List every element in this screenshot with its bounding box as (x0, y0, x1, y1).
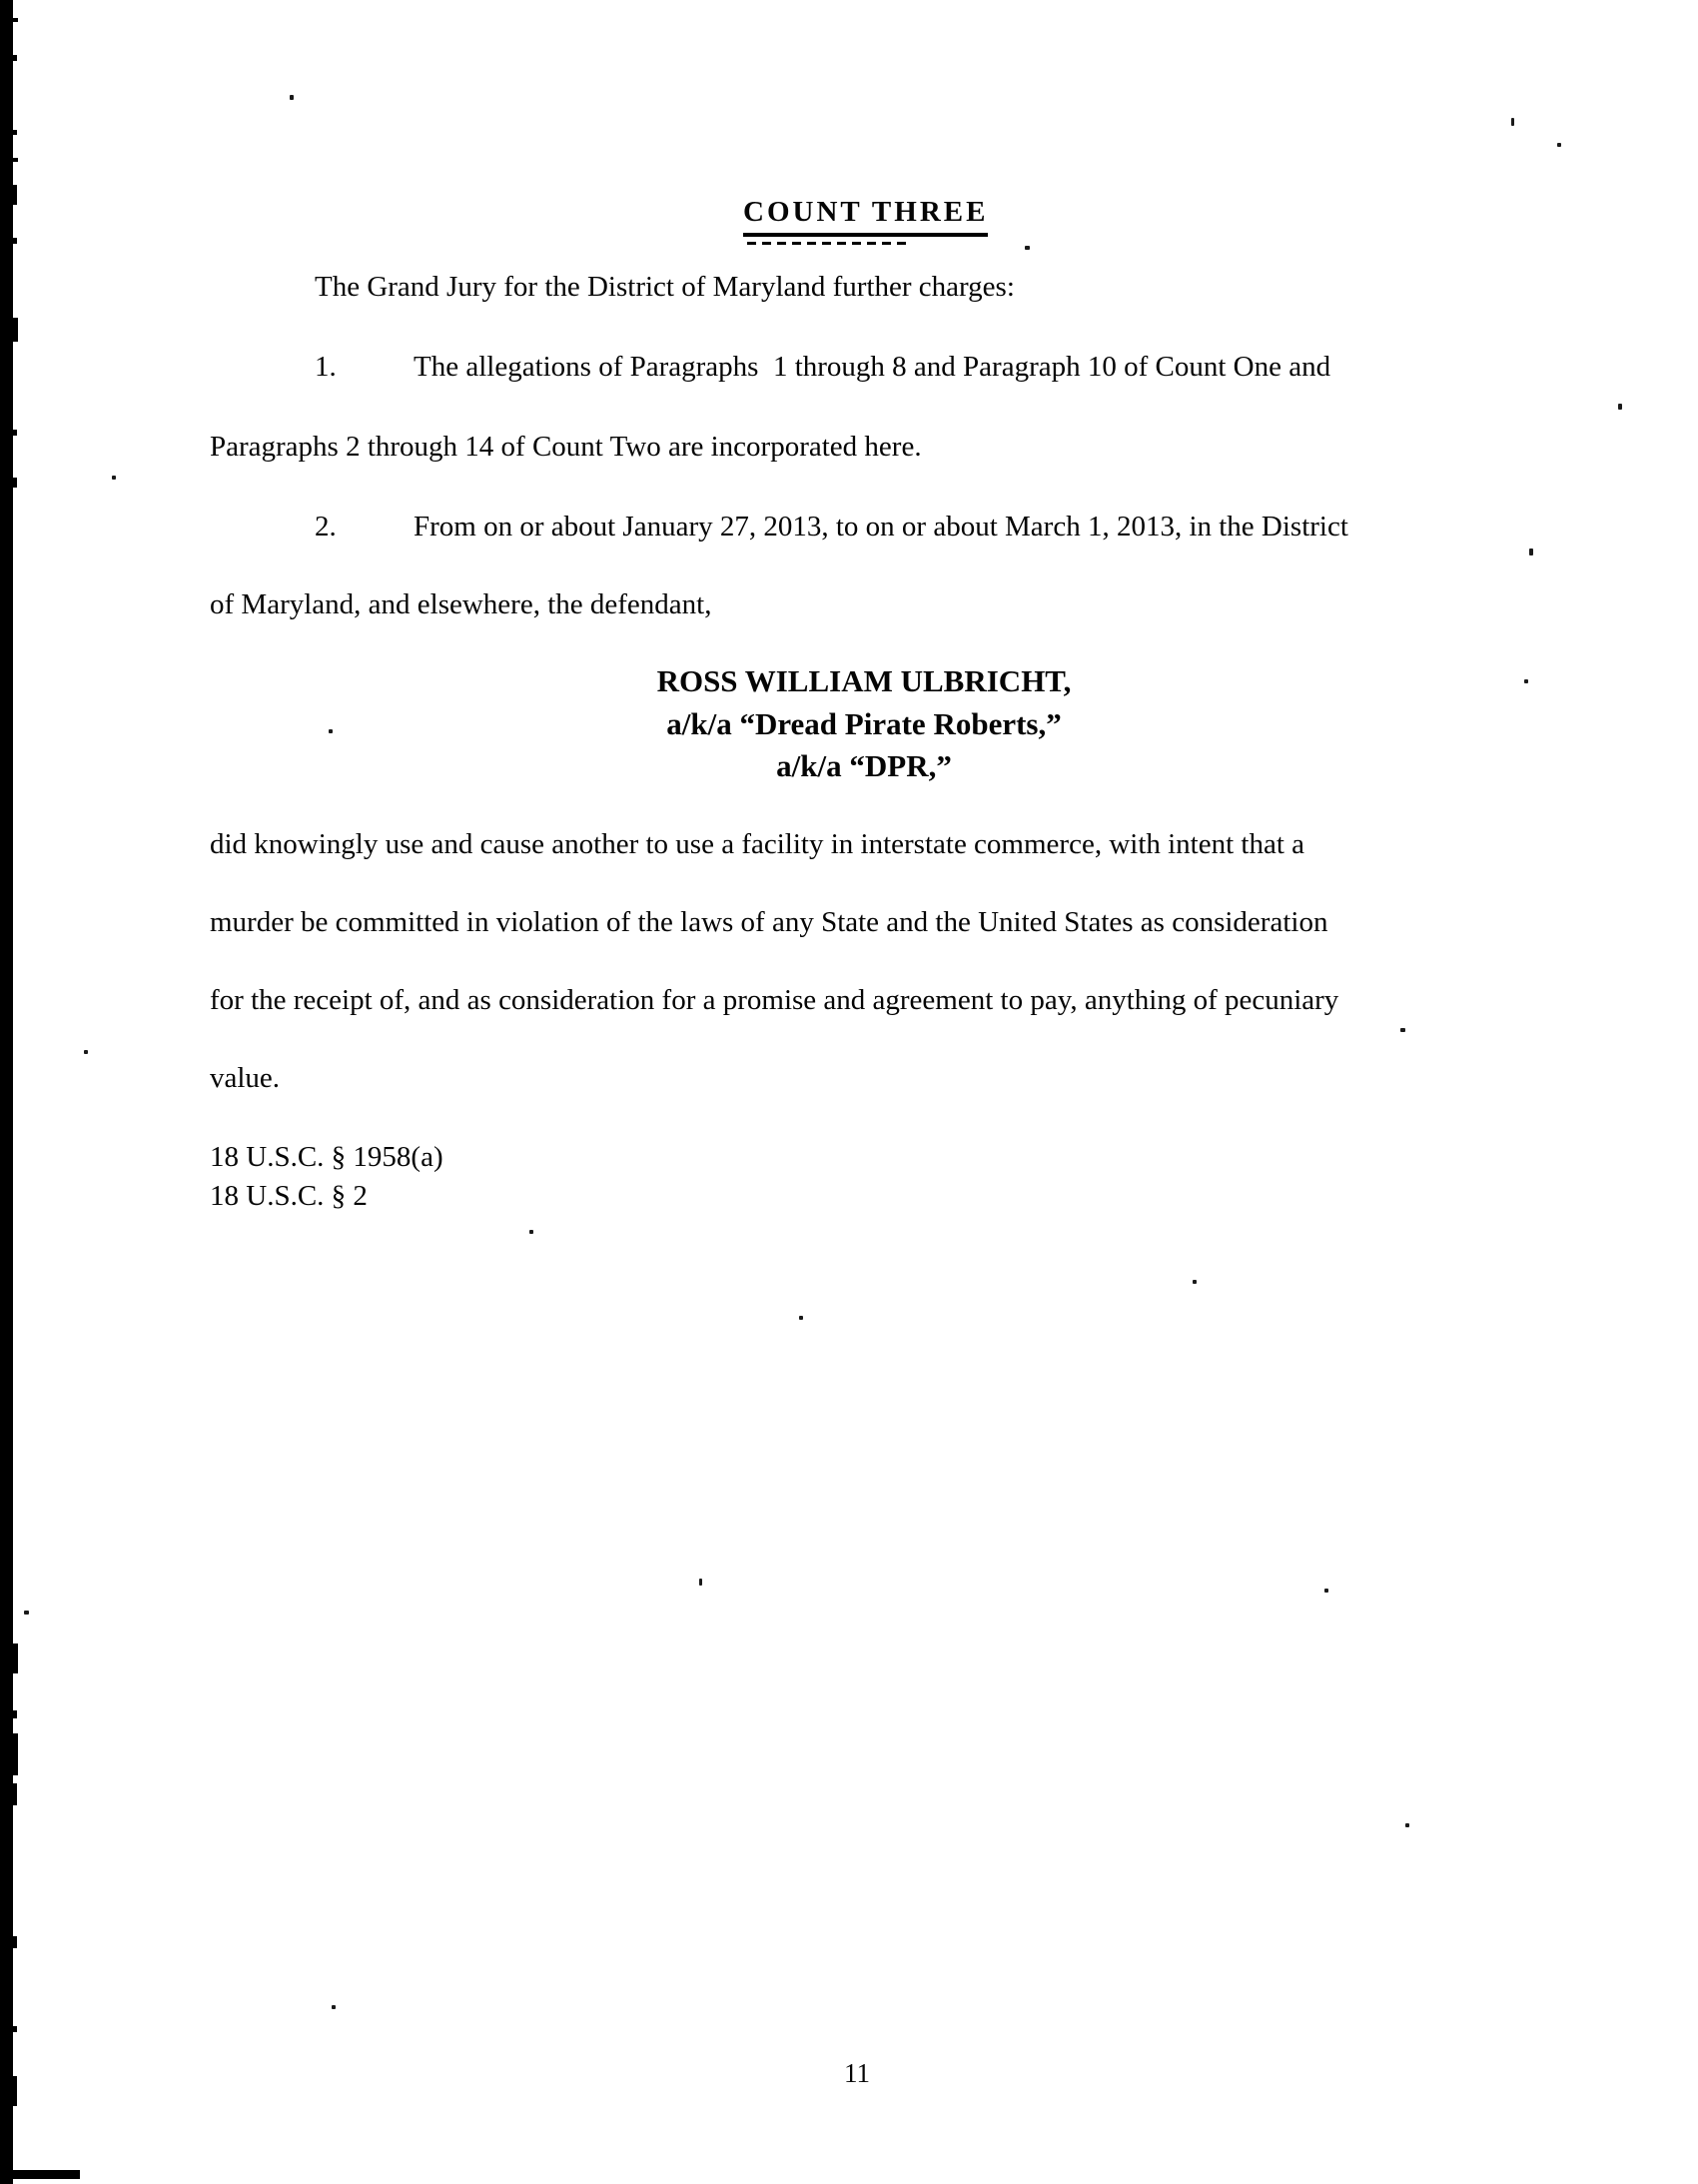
intro-sentence: The Grand Jury for the District of Maryland further charges: (315, 271, 1015, 303)
scan-edge-tick (13, 1710, 17, 1718)
scan-speck (1324, 1589, 1328, 1593)
scan-speck (529, 1230, 533, 1234)
scan-edge-tick (13, 1733, 18, 1775)
scan-speck (1025, 246, 1030, 250)
paragraph-2-line-2: of Maryland, and elsewhere, the defendant, (210, 588, 712, 620)
charge-line-3: for the receipt of, and as consideration for a promise and agreement to pay, anything of pecuniary (210, 984, 1339, 1016)
defendant-alias-2: a/k/a “DPR,” (776, 748, 952, 783)
paragraph-2-line-1 (315, 510, 1348, 544)
scan-edge-tick (13, 1643, 18, 1673)
paragraph-1-number: 1. (315, 351, 337, 383)
charge-line-1: did knowingly use and cause another to use a facility in interstate commerce, with intent that a (210, 828, 1305, 860)
scan-edge-tick (13, 238, 17, 244)
scan-speck (1193, 1280, 1197, 1284)
scan-edge-tick (13, 1936, 17, 1948)
scan-speck (1529, 548, 1533, 555)
scan-edge-tick (13, 158, 18, 162)
paragraph-1-line-1 (315, 350, 1330, 384)
scan-edge-tick (13, 18, 18, 22)
scan-edge-strip (0, 0, 13, 2184)
scan-speck (799, 1316, 803, 1320)
heading-underline-artifact (747, 242, 911, 245)
scan-speck (699, 1579, 702, 1586)
scan-speck (329, 729, 333, 733)
paragraph-1-text: The allegations of Paragraphs 1 through 8 and Paragraph 10 of Count One and (414, 351, 1331, 383)
paragraph-2-number: 2. (315, 511, 337, 543)
scan-edge-tick (13, 318, 18, 342)
scan-speck (112, 476, 116, 480)
scan-speck (1405, 1823, 1409, 1827)
scan-edge-tick (13, 2076, 17, 2106)
scan-edge-tick (13, 130, 17, 135)
scan-edge-tick (13, 478, 17, 488)
scan-speck (1557, 143, 1561, 147)
scan-speck (290, 95, 294, 100)
scan-edge-tick (13, 1783, 17, 1805)
defendant-name: ROSS WILLIAM ULBRICHT, (656, 663, 1072, 698)
scan-speck (1524, 679, 1528, 683)
paragraph-1-line-2: Paragraphs 2 through 14 of Count Two are incorporated here. (210, 431, 922, 463)
charge-line-2: murder be committed in violation of the laws of any State and the United States as consideration (210, 906, 1328, 938)
scan-speck (1400, 1028, 1405, 1032)
scan-speck (1511, 118, 1514, 126)
scan-edge-tick (13, 185, 17, 205)
scan-bottom-mark (8, 2170, 80, 2179)
charge-line-4: value. (210, 1062, 281, 1094)
scan-edge-tick (13, 2026, 17, 2032)
scan-speck (24, 1611, 29, 1615)
page-number: 11 (844, 2058, 870, 2088)
statute-citation-1: 18 U.S.C. § 1958(a) (210, 1141, 443, 1173)
scan-speck (84, 1050, 88, 1054)
count-heading: COUNT THREE (743, 196, 988, 237)
scan-edge-tick (13, 430, 17, 436)
scan-speck (1618, 404, 1622, 410)
statute-citation-2: 18 U.S.C. § 2 (210, 1180, 368, 1212)
paragraph-2-text: From on or about January 27, 2013, to on or about March 1, 2013, in the District (414, 511, 1348, 543)
defendant-alias-1: a/k/a “Dread Pirate Roberts,” (666, 706, 1062, 741)
scan-edge-tick (13, 55, 17, 61)
scan-speck (332, 2005, 336, 2009)
